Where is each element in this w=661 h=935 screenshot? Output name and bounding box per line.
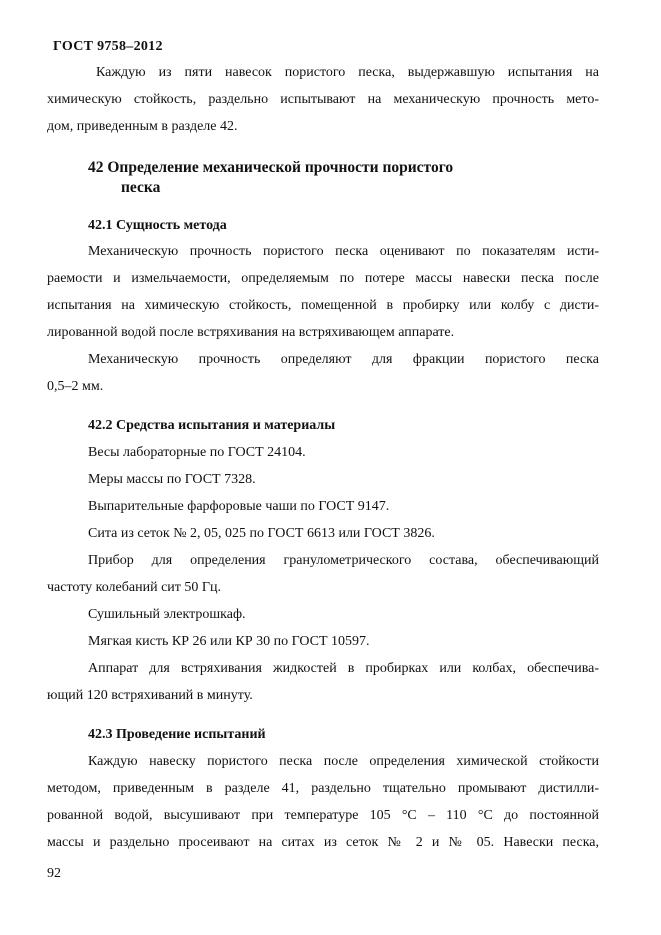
subsection-42-3-title: 42.3 Проведение испытаний [88,727,266,742]
intro-line-3: дом, приведенным в разделе 42. [47,119,238,134]
s422-line-6: частоту колебаний сит 50 Гц. [47,580,221,595]
s421-line-2: раемости и измельчаемости, определяемым по потере массы навески песка после [47,271,599,286]
page-number: 92 [47,866,61,881]
s422-line-2: Меры массы по ГОСТ 7328. [88,472,256,487]
section-42-title-line-2: песка [121,179,161,196]
s423-line-4: массы и раздельно просеивают на ситах из сеток № 2 и № 05. Навески песка, [47,835,599,850]
s421-line-6: 0,5–2 мм. [47,379,104,394]
subsection-42-1-title: 42.1 Сущность метода [88,218,227,233]
s422-line-7: Сушильный электрошкаф. [88,607,246,622]
intro-line-1: Каждую из пяти навесок пористого песка, выдержавшую испытания на [96,65,599,80]
s423-line-3: рованной водой, высушивают при температуре 105 °С – 110 °С до постоянной [47,808,599,823]
intro-line-2: химическую стойкость, раздельно испытывают на механическую прочность мето- [47,92,599,107]
section-42-title-line-1: 42 Определение механической прочности пористого [88,159,454,176]
s423-line-2: методом, приведенным в разделе 41, раздельно тщательно промывают дистилли- [47,781,599,796]
s422-line-1: Весы лабораторные по ГОСТ 24104. [88,445,306,460]
s422-line-3: Выпарительные фарфоровые чаши по ГОСТ 9147. [88,499,390,514]
s422-line-5: Прибор для определения гранулометрического состава, обеспечивающий [88,553,599,568]
s422-line-4: Сита из сеток № 2, 05, 025 по ГОСТ 6613 или ГОСТ 3826. [88,526,435,541]
subsection-42-2-title: 42.2 Средства испытания и материалы [88,418,336,433]
s422-line-10: ющий 120 встряхиваний в минуту. [47,688,253,703]
s422-line-9: Аппарат для встряхивания жидкостей в пробирках или колбах, обеспечива- [88,661,599,676]
s422-line-8: Мягкая кисть КР 26 или КР 30 по ГОСТ 10597. [88,634,370,649]
s423-line-1: Каждую навеску пористого песка после определения химической стойкости [88,754,599,769]
s421-line-1: Механическую прочность пористого песка оценивают по показателям исти- [88,244,599,259]
s421-line-3: испытания на химическую стойкость, помещенной в пробирку или колбу с дисти- [47,298,599,313]
standard-header: ГОСТ 9758–2012 [53,39,163,54]
s421-line-4: лированной водой после встряхивания на встряхивающем аппарате. [47,325,455,340]
s421-line-5: Механическую прочность определяют для фракции пористого песка [88,352,599,367]
